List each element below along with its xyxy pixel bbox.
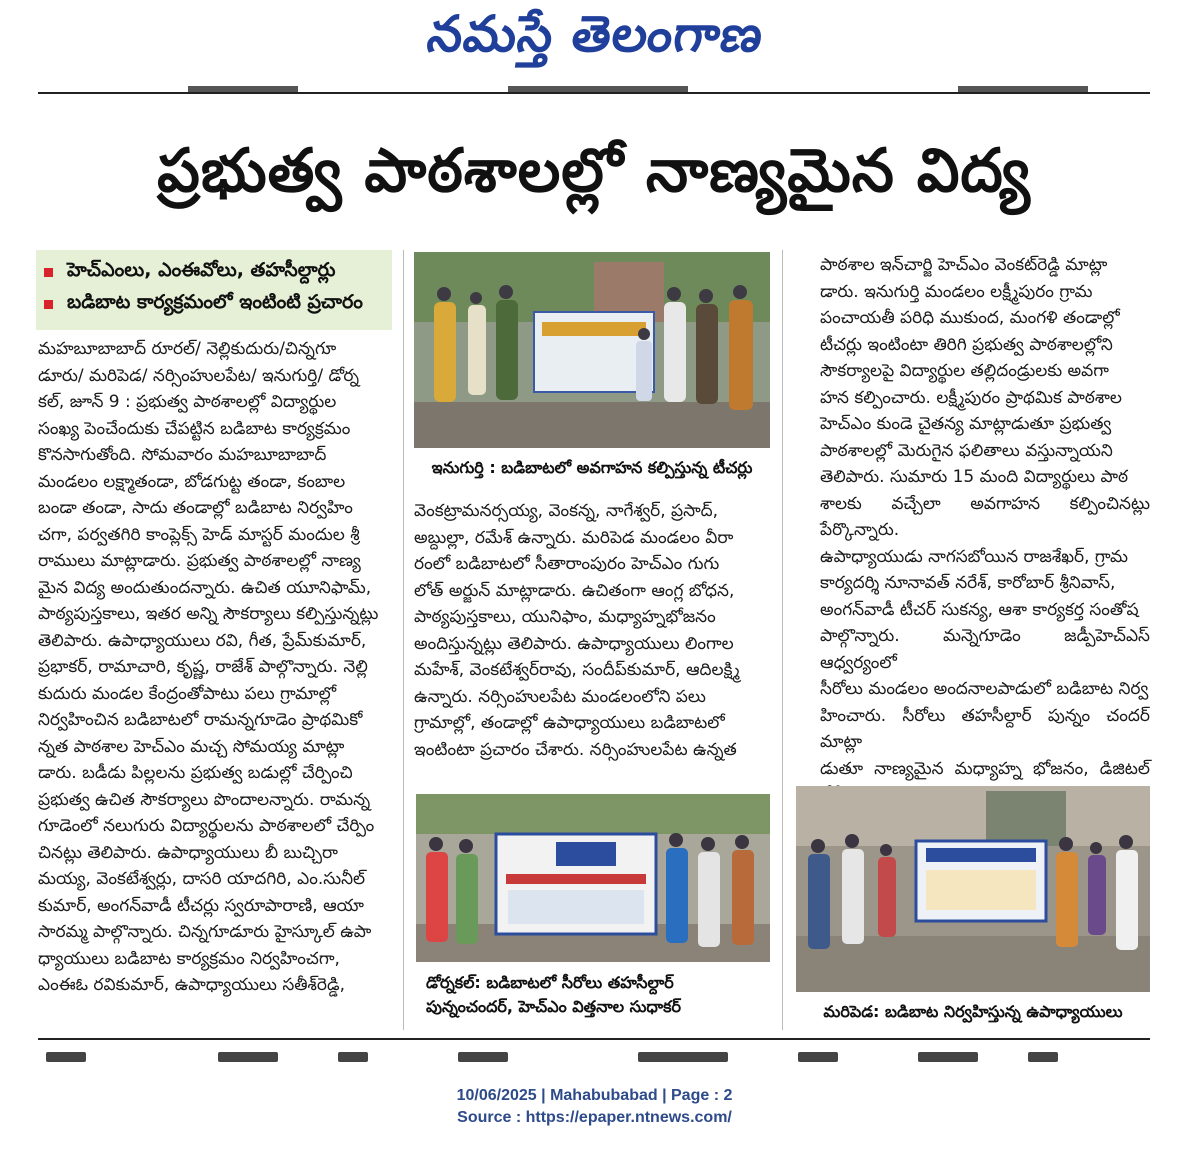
newspaper-page [38, 78, 1150, 1070]
bullet-icon [44, 268, 53, 277]
masthead [0, 0, 1189, 75]
photo-caption: మరిపెడ: బడిబాట నిర్వహిస్తున్న ఉపాధ్యాయులు [823, 1002, 1123, 1021]
cropped-text-fragment [508, 86, 688, 92]
article-column-2: వెంకట్రామనర్సయ్య, వెంకన్న, నాగేశ్వర్, ప్రసాద్, అబ్దుల్లా, రమేశ్ ఉన్నారు. మరిపెడ మండలం వీరా రంలో బడిబాటలో సీతారాంపురం హెచ్‌ఎం గుగు లోత్ అర్జున్ మాట్లాడారు. ఉచితంగా ఆంగ్ల బోధన, పాఠ్యపుస్తకాలు, యునిఫాం, మధ్యాహ్నభోజనం అందిస్తున్నట్లు తెలిపారు. ఉపాధ్యాయులు లింగాల మహేశ్, వెంకటేశ్వర్‌రావు, సందీప్‌కుమార్, ఆదిలక్ష్మి ఉన్నారు. నర్సింహులపేట మండలంలోని పలు గ్రామాల్లో, తండాల్లో ఉపాధ్యాయులు బడిబాటలో ఇంటింటా ప్రచారం చేశారు. నర్సింహులపేట ఉన్నత [414, 501, 740, 760]
footer-date-edition: 10/06/2025 | Mahabubabad | Page : 2 [456, 1087, 733, 1104]
cropped-text-fragment [188, 86, 298, 92]
newspaper-logo: నమస్తే తెలంగాణ [423, 4, 768, 63]
footer-source: Source : https://epaper.ntnews.com/ [457, 1109, 732, 1126]
footer [0, 1085, 1189, 1129]
cropped-next-article [38, 1044, 1150, 1070]
photo-caption: ఇనుగుర్తి : బడిబాటలో అవగాహన కల్పిస్తున్న టీచర్లు [431, 458, 753, 477]
column-divider [403, 250, 404, 1030]
highlight-text: బడిబాట కార్యక్రమంలో ఇంటింటి ప్రచారం [67, 290, 363, 313]
bullet-icon [44, 300, 53, 309]
photo-dornakal [416, 794, 770, 962]
article-column-3: పాఠశాల ఇన్‌చార్జి హెచ్‌ఎం వెంకట్‌రెడ్డి మాట్లా డారు. ఇనుగుర్తి మండలం లక్ష్మీపురం గ్రామ పంచాయతీ పరిధి ముకుంద, మంగళి తండాల్లో టీచర్లు ఇంటింటా తిరిగి ప్రభుత్వ పాఠశాలల్లోని సౌకర్యాలపై విద్యార్థుల తల్లిదండ్రులకు అవగా హన కల్పించారు. లక్ష్మీపురం ప్రాథమిక పాఠశాల హెచ్‌ఎం కుండె చైతన్య మాట్లాడుతూ ప్రభుత్వ పాఠశాలల్లో మెరుగైన ఫలితాలు వస్తున్నాయని తెలిపారు. సుమారు 15 మంది విద్యార్థులు పాఠ శాలకు వచ్చేలా అవగాహన కల్పించినట్లు పేర్కొన్నారు. ఉపాధ్యాయుడు నాగసబోయిన రాజశేఖర్, గ్రామ కార్యదర్శి నూనావత్ నరేశ్, కారోబార్ శ్రీనివాస్, అంగన్‌వాడీ టీచర్ సుకన్య, ఆశా కార్యకర్త సంతోష పాల్గొన్నారు. మన్నెగూడెం జడ్పీహెచ్‌ఎస్ ఆధ్వర్యంలో సీరోలు మండలం అందనాలపాడులో బడిబాట నిర్వ హించారు. సీరోలు తహసీల్దార్ పున్నం చందర్ మాట్లా డుతూ నాణ్యమైన మధ్యాహ్న భోజనం, డిజిటల్ [820, 255, 1150, 779]
photo-inugurthi [414, 252, 770, 448]
highlight-text: హెచ్‌ఎంలు, ఎంఈవోలు, తహసీల్దార్లు [67, 258, 336, 281]
article-headline: ప్రభుత్వ పాఠశాలల్లో నాణ్యమైన విద్య [157, 136, 1031, 206]
photo-maripeda [796, 786, 1150, 992]
highlights-box [36, 250, 392, 330]
top-divider [38, 92, 1150, 94]
highlight-item [44, 288, 384, 320]
highlight-item [44, 256, 384, 288]
photo-caption: డోర్నకల్: బడిబాటలో సీరోలు తహసీల్దార్ పున్నంచందర్, హెచ్‌ఎం విత్తనాల సుధాకర్ [426, 973, 681, 1016]
cropped-text-fragment [958, 86, 1088, 92]
bottom-divider [38, 1038, 1150, 1040]
article-column-1: మహబూబాబాద్ రూరల్/ నెల్లికుదురు/చిన్నగూ డూరు/ మరిపెడ/ నర్సింహులపేట/ ఇనుగుర్తి/ డోర్న కల్, జూన్ 9 : ప్రభుత్వ పాఠశాలల్లో విద్యార్థుల సంఖ్య పెంచేందుకు చేపట్టిన బడిబాట కార్యక్రమం కొనసాగుతోంది. సోమవారం మహబూబాబాద్ మండలం లక్ష్మాతండా, బోడగుట్ట తండా, కంబాల బండా తండా, సాదు తండాల్లో బడిబాట నిర్వహిం చగా, పర్వతగిరి కాంప్లెక్స్ హెడ్ మాస్టర్ మందుల శ్రీ రాములు మాట్లాడారు. ప్రభుత్వ పాఠశాలల్లో నాణ్య మైన విద్య అందుతుందన్నారు. ఉచిత యూనిఫామ్, పాఠ్యపుస్తకాలు, ఇతర అన్ని సౌకర్యాలు కల్పిస్తున్నట్లు తెలిపారు. ఉపాధ్యాయులు రవి, గీత, ప్రేమ్‌కుమార్, ప్రభాకర్, రామాచారి, కృష్ణ, రాజేశ్ పాల్గొన్నారు. నెల్లి కుదురు మండల కేంద్రంతోపాటు పలు గ్రామాల్లో నిర్వహించిన బడిబాటలో రామన్నగూడెం ప్రాథమికో న్నత పాఠశాల హెచ్‌ఎం మచ్చ సోమయ్య మాట్లా డారు. బడీడు పిల్లలను ప్రభుత్వ బడుల్లో చేర్పించి ప్రభుత్వ ఉచిత సౌకర్యాలు పొందాలన్నారు. రామన్న గూడెంలో నలుగురు విద్యార్థులను పాఠశాలలో చేర్పిం చినట్లు తెలిపారు. ఉపాధ్యాయులు బీ బుచ్చిరా మయ్య, వెంకటేశ్వర్లు, దాసరి యాదగిరి, ఎం.సునీల్ కుమార్, అంగన్‌వాడీ టీచర్లు స్వరూపారాణి, ఆయా సారమ్మ పాల్గొన్నారు. చిన్నగూడూరు హైస్కూల్ ఉపా ధ్యాయులు బడిబాట కార్యక్రమం నిర్వహించగా, ఎంఈఓ రవికుమార్, ఉపాధ్యాయులు సతీశ్‌రెడ్డి, [38, 339, 379, 995]
column-divider [782, 250, 783, 1030]
